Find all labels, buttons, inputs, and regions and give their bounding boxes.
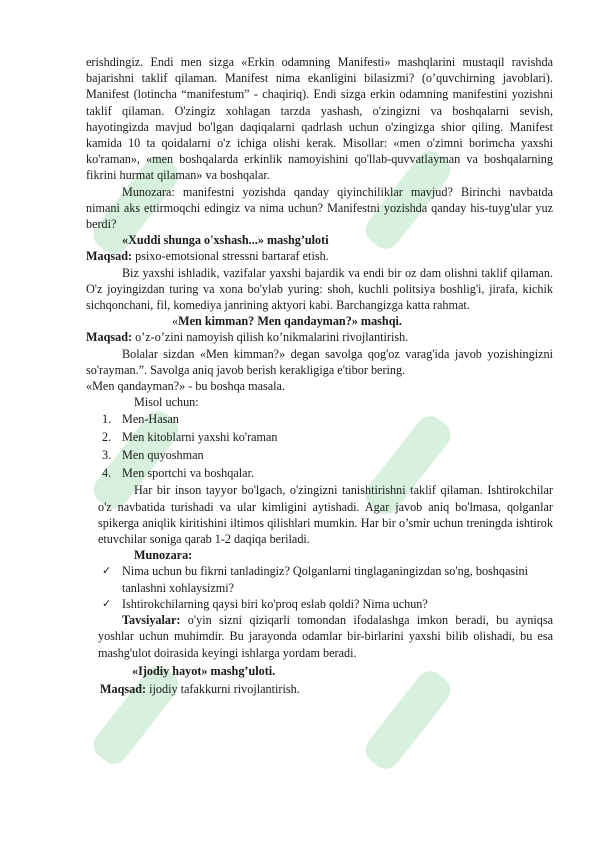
heading-text: Men kimman? Men qandayman?» mashqi. xyxy=(178,314,402,329)
goal-line-3 xyxy=(86,681,553,697)
heading-exercise-2 xyxy=(86,313,553,329)
list-number: 1. xyxy=(102,412,112,427)
goal-text: psixo-emotsional stressni bartaraf etish. xyxy=(132,249,329,264)
list-item xyxy=(86,563,553,595)
goal-label: Maqsad: xyxy=(86,249,133,264)
paragraph-exercise-2c: Har bir inson tayyor bo'lgach, o'zingizni tanishtirishni taklif qilaman. Ishtirokchilar o'z navbatida turishadi va ular kimligini aytishadi. Agar javob aniq bo'lmasa, qolganlar spikerga aniqlik kiritishini iltimos qilishlari mumkin. Har bir o’smir uchun treningda ishtirok etuvchilar soniga qarab 1-2 daqiqa beriladi. xyxy=(98,483,553,547)
goal-label: Maqsad: xyxy=(86,330,133,345)
list-text: Nima uchun bu fikrni tanladingiz? Qolganlarni tinglaganingizdan so'ng, boshqasini tanlashni xohlaysizmi? xyxy=(122,564,528,595)
discussion-list xyxy=(86,563,553,612)
checkmark-icon: ✓ xyxy=(102,564,112,578)
example-list xyxy=(86,410,553,482)
paragraph-exercise-1: Biz yaxshi ishladik, vazifalar yaxshi bajardik va endi bir oz dam olishni taklif qilaman. O'z joyingizdan turing va xona bo'ylab yuring: shoh, kuchli politsiya boshlig'i, jirafa, kichik sichqonchani, fil, komediya janrining aktyori kabi. Barchangizga katta rahmat. xyxy=(86,265,553,313)
heading-exercise-3: «Ijodiy hayot» mashg’uloti. xyxy=(132,663,276,678)
list-item xyxy=(86,464,553,482)
recommend-label: Tavsiyalar: xyxy=(122,613,181,628)
checkmark-icon: ✓ xyxy=(102,596,112,610)
goal-text: ijodiy tafakkurni rivojlantirish. xyxy=(146,681,300,696)
list-item xyxy=(86,446,553,464)
recommend-text: o'yin sizni qiziqarli tomondan ifodalashga imkon beradi, bu ayniqsa yoshlar uchun muhimdir. Bu jarayonda odamlar bir-birlarini yaxshi bilib olishadi, bu esa mashg'ulot doirasida keyingi ishlarga yordam beradi. xyxy=(98,613,553,660)
goal-text: o’z-o’zini namoyish qilish ko’nikmalarini rivojlantirish. xyxy=(132,330,409,345)
heading-quote: « xyxy=(172,314,179,329)
paragraph-exercise-2b: «Men qandayman?» - bu boshqa masala. xyxy=(86,379,286,394)
list-item xyxy=(86,596,553,612)
heading-exercise-1: «Xuddi shunga o'xshash...» mashg’uloti xyxy=(122,233,329,248)
goal-line-2 xyxy=(86,329,553,345)
goal-line-1 xyxy=(86,248,553,264)
list-text: Men kitoblarni yaxshi ko'raman xyxy=(122,430,278,445)
recommendations xyxy=(86,612,553,661)
list-number: 4. xyxy=(102,466,112,481)
list-text: Men sportchi va boshqalar. xyxy=(122,466,255,481)
list-number: 3. xyxy=(102,448,112,463)
paragraph-exercise-2: Bolalar sizdan «Men kimman?» degan savolga qog'oz varag'ida javob yozishingizni so'rayman.”. Savolga aniq javob berish kerakligiga e'tibor bering. xyxy=(86,346,553,377)
list-text: Men quyoshman xyxy=(122,448,204,463)
paragraph-discussion-1: Munozara: manifestni yozishda qanday qiyinchiliklar mavjud? Birinchi navbatda nimani aks ettirmoqchi edingiz va nima uchun? Manifestni yozishda qanday his-tuyg'ular yuz berdi? xyxy=(86,184,553,232)
paragraph-manifest: erishdingiz. Endi men sizga «Erkin odamning Manifesti» mashqlarini mustaqil ravishda bajarishni taklif qilaman. Manifest nima ekanligini bilasizmi? (o’quvchirning javoblari). Manifest (lotincha “manifestum” - chaqiriq). Endi sizga erkin odamning manifestini yozishni taklif qilaman. O'zingiz xohlagan tarzda yashash, o'zingizni va boshqalarni sevish, hayotingizda mavjud bo'lgan daqiqalarni qadrlash uchun o'zingizga shior qiling. Manifest kamida 10 ta qoidalarni o'z ichiga olishi kerak. Misollar: «men o'zimni borimcha yaxshi ko'raman», «men boshqalarda erkinlik namoyishini qo'llab-quvvatlayman va boshqalarning fikrini hurmat qilaman» va boshqalar. xyxy=(86,55,553,183)
goal-label: Maqsad: xyxy=(100,681,147,696)
list-item xyxy=(86,428,553,446)
discussion-label: Munozara: xyxy=(134,548,193,563)
document-body xyxy=(86,54,553,697)
list-item xyxy=(86,410,553,428)
list-number: 2. xyxy=(102,430,112,445)
example-label: Misol uchun: xyxy=(134,395,199,410)
list-text: Men-Hasan xyxy=(122,412,179,427)
list-text: Ishtirokchilarning qaysi biri ko'proq eslab qoldi? Nima uchun? xyxy=(122,596,428,611)
